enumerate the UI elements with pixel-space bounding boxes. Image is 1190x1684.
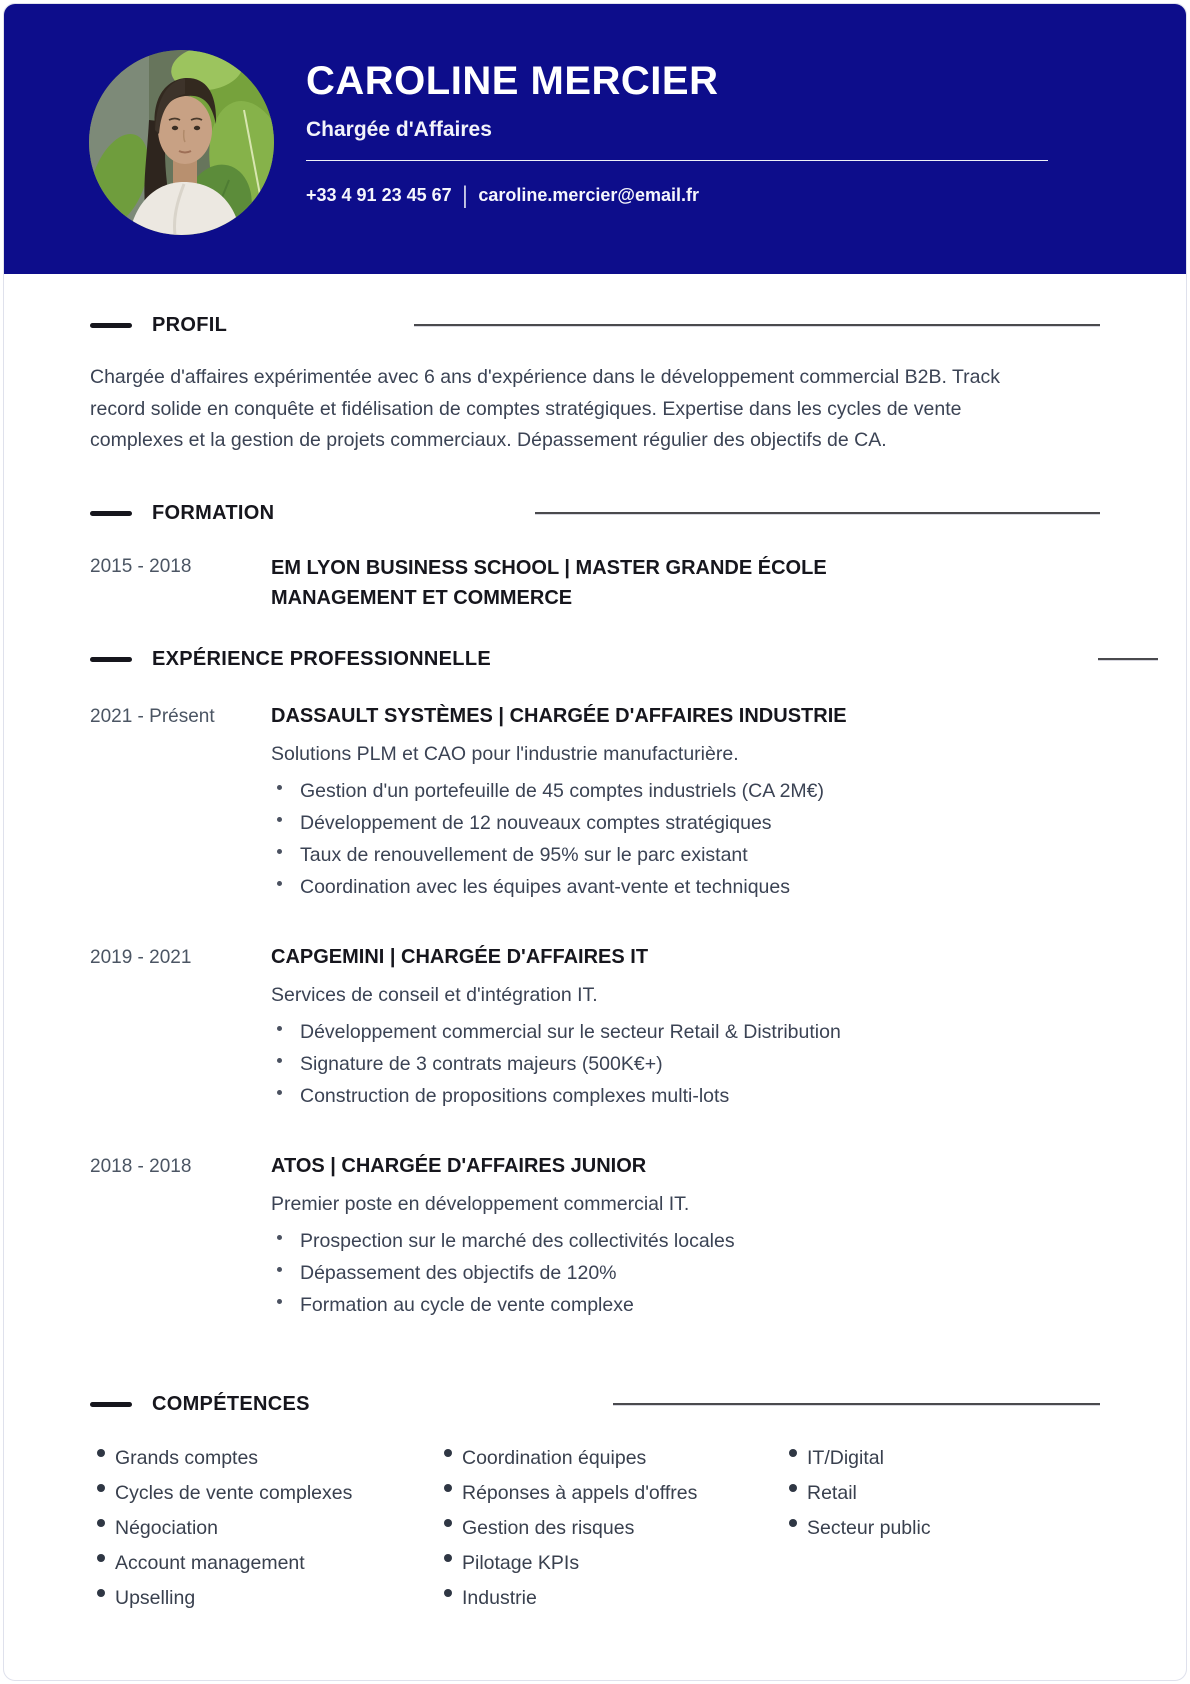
email-address: caroline.mercier@email.fr <box>478 185 699 205</box>
section-rule <box>414 324 1100 327</box>
skill-label: Retail <box>807 1481 857 1504</box>
section-title-formation: FORMATION <box>152 502 275 524</box>
section-rule <box>613 1403 1100 1406</box>
job-title: ATOS | CHARGÉE D'AFFAIRES JUNIOR <box>271 1154 647 1177</box>
skill-item <box>444 1551 789 1586</box>
skill-label: Gestion des risques <box>462 1516 635 1539</box>
job-bullet: Développement de 12 nouveaux comptes stratégiques <box>271 812 1100 834</box>
skill-item <box>97 1446 444 1481</box>
section-rule <box>535 512 1100 515</box>
section-rule <box>1098 658 1158 661</box>
section-experience <box>90 647 1100 1326</box>
job-details <box>271 944 1100 1117</box>
contact-separator: | <box>462 181 468 209</box>
contact-line <box>306 181 1048 209</box>
skill-bullet-dot <box>444 1484 452 1492</box>
resume-body <box>4 312 1186 1621</box>
profile-photo <box>89 50 274 235</box>
skill-bullet-dot <box>444 1554 452 1562</box>
skill-label: Négociation <box>115 1516 218 1539</box>
skill-bullet-dot <box>97 1449 105 1457</box>
skill-item <box>444 1586 789 1621</box>
skill-label: Account management <box>115 1551 305 1574</box>
skill-bullet-dot <box>789 1449 797 1457</box>
resume-page <box>3 3 1187 1681</box>
skill-label: Réponses à appels d'offres <box>462 1481 698 1504</box>
portrait-illustration <box>89 50 274 235</box>
job-title: CAPGEMINI | CHARGÉE D'AFFAIRES IT <box>271 945 649 968</box>
skill-bullet-dot <box>444 1449 452 1457</box>
job-subtitle: Services de conseil et d'intégration IT. <box>271 983 598 1006</box>
skill-bullet-dot <box>97 1519 105 1527</box>
header-divider <box>306 160 1048 161</box>
section-profil <box>90 312 1100 457</box>
skill-item <box>97 1551 444 1586</box>
section-heading <box>90 501 1100 527</box>
job-bullet-list <box>271 1230 1100 1316</box>
skill-label: IT/Digital <box>807 1446 884 1469</box>
skill-bullet-dot <box>97 1484 105 1492</box>
skill-label: Pilotage KPIs <box>462 1551 580 1574</box>
section-heading <box>90 312 1100 338</box>
skill-bullet-dot <box>97 1554 105 1562</box>
header-text-block <box>306 59 1048 209</box>
job-subtitle: Premier poste en développement commercial IT. <box>271 1192 690 1215</box>
skill-label: Grands comptes <box>115 1446 259 1469</box>
skill-bullet-dot <box>789 1484 797 1492</box>
job-bullet: Coordination avec les équipes avant-vente et techniques <box>271 876 1100 898</box>
job-period: 2019 - 2021 <box>90 946 192 968</box>
person-job-title: Chargée d'Affaires <box>306 118 492 141</box>
skill-item <box>444 1481 789 1516</box>
formation-entry <box>90 553 1100 613</box>
skill-item <box>789 1516 1100 1551</box>
skill-label: Cycles de vente complexes <box>115 1481 353 1504</box>
person-name: CAROLINE MERCIER <box>306 59 719 103</box>
job-title: DASSAULT SYSTÈMES | CHARGÉE D'AFFAIRES INDUSTRIE <box>271 704 847 727</box>
skill-item <box>789 1446 1100 1481</box>
section-competences <box>90 1392 1100 1621</box>
job-bullet: Gestion d'un portefeuille de 45 comptes industriels (CA 2M€) <box>271 780 1100 802</box>
skill-label: Upselling <box>115 1586 196 1609</box>
profil-paragraph: Chargée d'affaires expérimentée avec 6 ans d'expérience dans le développement commercial B2B. Track record solide en conquête et fidélisation de comptes stratégiques. Expertise dans les cycles de vente complexes et la gestion de projets commerciaux. Dépassement régulier des objectifs de CA. <box>90 366 1001 451</box>
section-title-profil: PROFIL <box>152 313 228 336</box>
job-bullet: Prospection sur le marché des collectivités locales <box>271 1230 1100 1252</box>
skill-label: Coordination équipes <box>462 1446 647 1469</box>
skill-item <box>97 1481 444 1516</box>
formation-period: 2015 - 2018 <box>90 555 192 577</box>
job-subtitle: Solutions PLM et CAO pour l'industrie manufacturière. <box>271 742 739 765</box>
skill-item <box>444 1516 789 1551</box>
section-dash <box>90 511 132 516</box>
skill-item <box>97 1516 444 1551</box>
section-dash <box>90 657 132 662</box>
section-heading <box>90 647 1100 673</box>
job-bullet: Dépassement des objectifs de 120% <box>271 1262 1100 1284</box>
job-entry <box>90 1153 1100 1326</box>
section-dash <box>90 323 132 328</box>
section-formation <box>90 501 1100 613</box>
job-period: 2021 - Présent <box>90 705 215 727</box>
job-details <box>271 1153 1100 1326</box>
skill-bullet-dot <box>97 1589 105 1597</box>
job-bullet: Signature de 3 contrats majeurs (500K€+) <box>271 1053 1100 1075</box>
section-dash <box>90 1402 132 1407</box>
skill-bullet-dot <box>444 1519 452 1527</box>
section-title-experience: EXPÉRIENCE PROFESSIONNELLE <box>152 648 491 670</box>
job-bullet-list <box>271 780 1100 898</box>
resume-header <box>4 4 1186 274</box>
skill-item <box>444 1446 789 1481</box>
skill-bullet-dot <box>789 1519 797 1527</box>
formation-degree: EM LYON BUSINESS SCHOOL | MASTER GRANDE ÉCOLE MANAGEMENT ET COMMERCE <box>271 556 827 609</box>
phone-number: +33 4 91 23 45 67 <box>306 185 452 205</box>
job-period: 2018 - 2018 <box>90 1155 192 1177</box>
skill-bullet-dot <box>444 1589 452 1597</box>
job-bullet: Taux de renouvellement de 95% sur le parc existant <box>271 844 1100 866</box>
job-bullet-list <box>271 1021 1100 1107</box>
skills-grid <box>97 1446 1100 1621</box>
job-entry <box>90 703 1100 908</box>
job-details <box>271 703 1100 908</box>
section-heading <box>90 1392 1100 1418</box>
job-bullet: Développement commercial sur le secteur Retail & Distribution <box>271 1021 1100 1043</box>
job-bullet: Formation au cycle de vente complexe <box>271 1294 1100 1316</box>
skill-label: Secteur public <box>807 1516 931 1539</box>
job-bullet: Construction de propositions complexes multi-lots <box>271 1085 1100 1107</box>
skill-item <box>789 1481 1100 1516</box>
skill-label: Industrie <box>462 1586 537 1609</box>
skill-item <box>97 1586 444 1621</box>
section-title-competences: COMPÉTENCES <box>152 1393 310 1415</box>
job-entry <box>90 944 1100 1117</box>
